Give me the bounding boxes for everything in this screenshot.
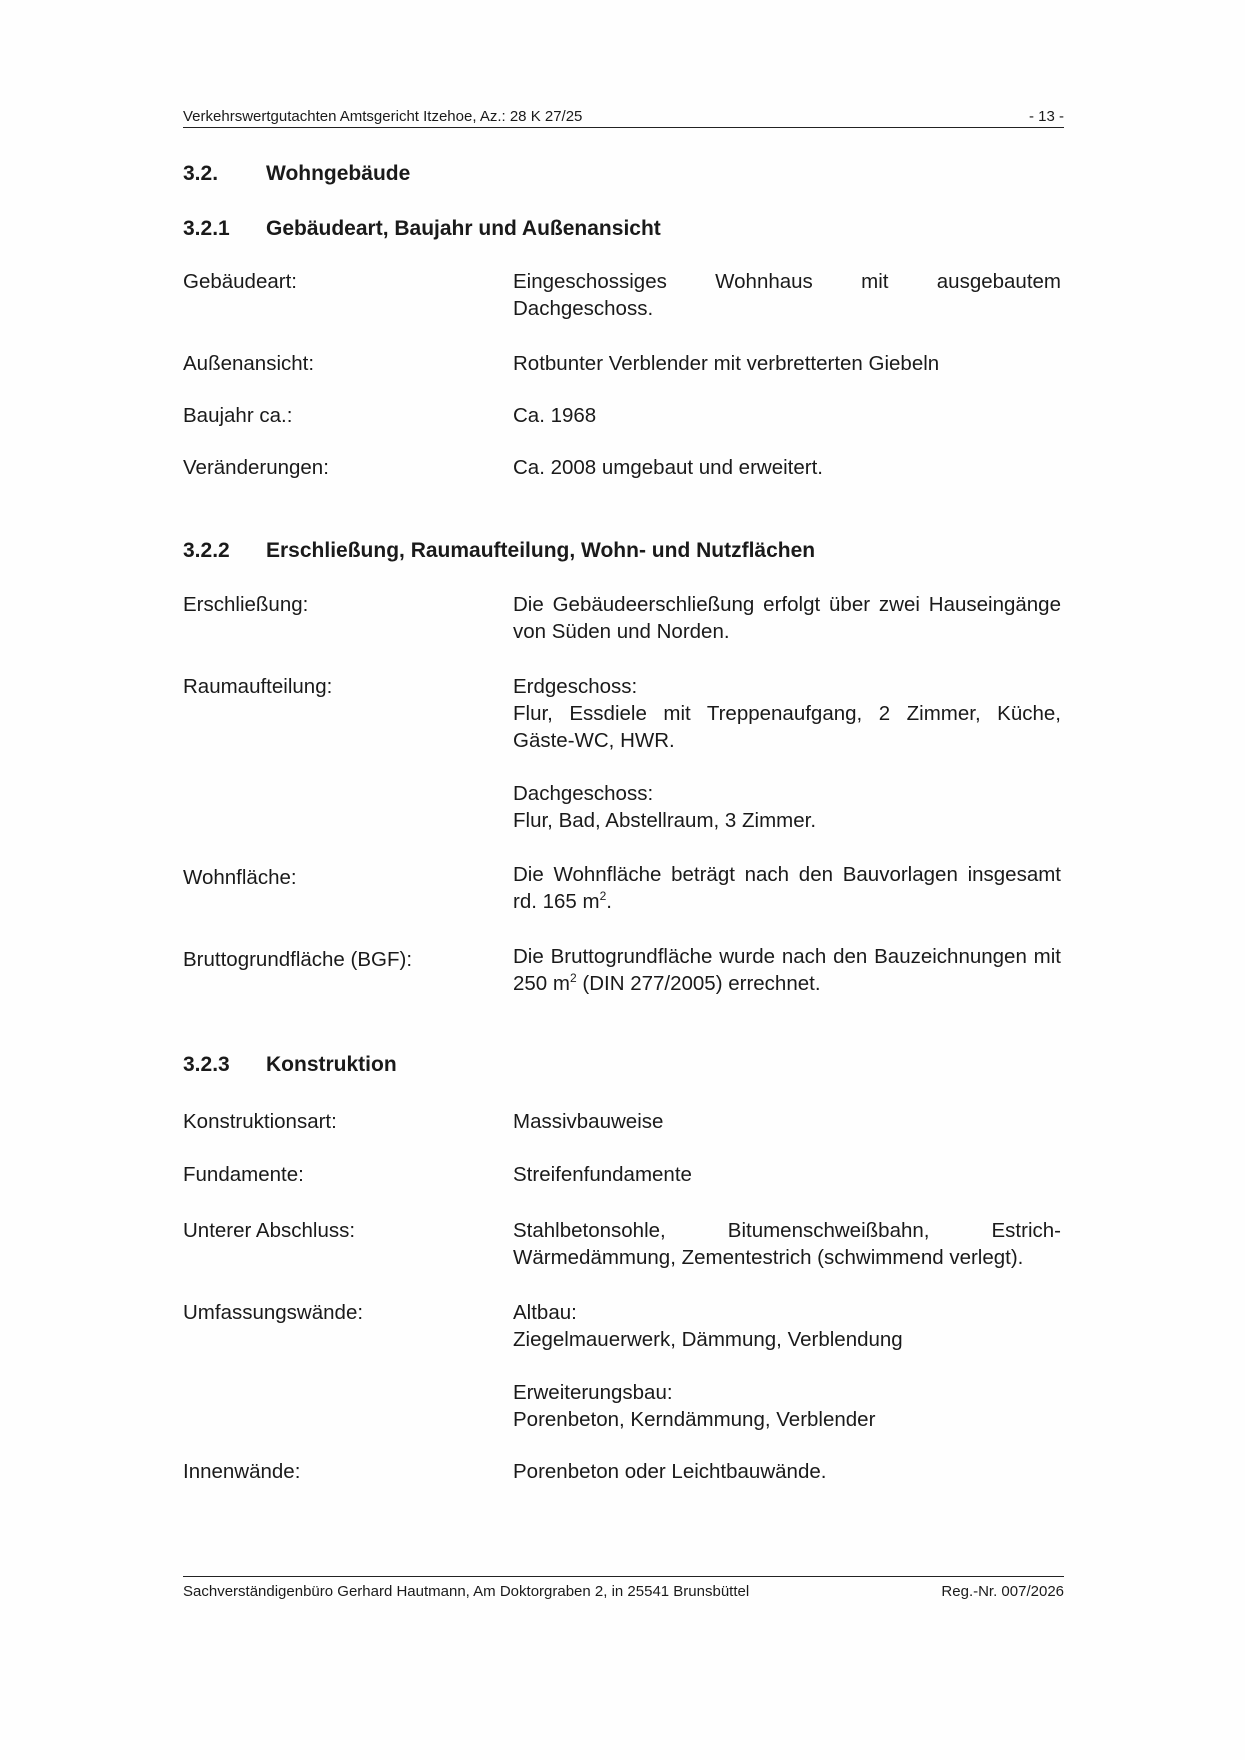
superscript: 2 xyxy=(569,971,577,986)
value-aussenansicht: Rotbunter Verblender mit verbretterten Giebeln xyxy=(513,352,940,375)
value-wohnflaeche xyxy=(513,861,1061,915)
page-footer xyxy=(183,1576,1064,1599)
page-number: - 13 - xyxy=(1028,108,1064,125)
subheading-erweiterungsbau: Erweiterungsbau: xyxy=(513,1381,673,1404)
rooms-dachgeschoss: Flur, Bad, Abstellraum, 3 Zimmer. xyxy=(513,809,817,832)
value-text: Die Bruttogrundfläche wurde nach den Bauzeichnungen mit 250 m xyxy=(513,945,1061,995)
section-title: Erschließung, Raumaufteilung, Wohn- und Nutzflächen xyxy=(266,539,816,562)
section-title: Gebäudeart, Baujahr und Außenansicht xyxy=(266,217,661,240)
value-bgf xyxy=(513,943,1061,997)
value-erweiterungsbau xyxy=(513,1379,1061,1433)
label-umfassungswaende: Umfassungswände: xyxy=(183,1301,364,1324)
label-bgf: Bruttogrundfläche (BGF): xyxy=(183,948,413,971)
value-dachgeschoss xyxy=(513,780,1061,834)
materials-erweiterungsbau: Porenbeton, Kerndämmung, Verblender xyxy=(513,1408,876,1431)
value-veraenderungen: Ca. 2008 umgebaut und erweitert. xyxy=(513,456,823,479)
section-number: 3.2.3 xyxy=(183,1053,230,1076)
label-raumaufteilung: Raumaufteilung: xyxy=(183,675,333,698)
subheading-altbau: Altbau: xyxy=(513,1301,577,1324)
value-text: Die Wohnfläche beträgt nach den Bauvorlagen insgesamt rd. 165 m xyxy=(513,863,1061,913)
section-title: Konstruktion xyxy=(266,1053,397,1076)
label-unterer-abschluss: Unterer Abschluss: xyxy=(183,1219,356,1242)
footer-reg-number: Reg.-Nr. 007/2026 xyxy=(941,1583,1064,1600)
value-baujahr: Ca. 1968 xyxy=(513,404,597,427)
value-line: Eingeschossiges Wohnhaus mit ausgebautem xyxy=(513,270,1061,293)
value-innenwaende: Porenbeton oder Leichtbauwände. xyxy=(513,1460,827,1483)
subheading-erdgeschoss: Erdgeschoss: xyxy=(513,675,638,698)
header-text: Verkehrswertgutachten Amtsgericht Itzehoe, Az.: 28 K 27/25 xyxy=(183,108,583,125)
section-number: 3.2. xyxy=(183,162,219,185)
value-erdgeschoss xyxy=(513,673,1061,754)
value-text: . xyxy=(606,890,612,913)
label-fundamente: Fundamente: xyxy=(183,1163,304,1186)
footer-address: Sachverständigenbüro Gerhard Hautmann, Am Doktorgraben 2, in 25541 Brunsbüttel xyxy=(183,1583,750,1600)
value-line: Stahlbetonsohle, Bitumenschweißbahn, Estrich- xyxy=(513,1219,1061,1242)
value-erschliessung: Die Gebäudeerschließung erfolgt über zwei Hauseingänge von Süden und Norden. xyxy=(513,593,1061,643)
label-innenwaende: Innenwände: xyxy=(183,1460,301,1483)
label-veraenderungen: Veränderungen: xyxy=(183,456,329,479)
value-gebaeudeart xyxy=(513,268,1061,322)
value-line: Wärmedämmung, Zementestrich (schwimmend verlegt). xyxy=(513,1246,1024,1269)
label-gebaeudeart: Gebäudeart: xyxy=(183,270,297,293)
value-fundamente: Streifenfundamente xyxy=(513,1163,692,1186)
value-line: Dachgeschoss. xyxy=(513,297,654,320)
value-text: (DIN 277/2005) errechnet. xyxy=(576,972,821,995)
value-konstruktionsart: Massivbauweise xyxy=(513,1110,664,1133)
page-header xyxy=(183,105,1064,128)
rooms-erdgeschoss: Flur, Essdiele mit Treppenaufgang, 2 Zimmer, Küche, Gäste-WC, HWR. xyxy=(513,702,1061,752)
section-number: 3.2.1 xyxy=(183,217,230,240)
value-altbau xyxy=(513,1299,1061,1353)
label-aussenansicht: Außenansicht: xyxy=(183,352,315,375)
materials-altbau: Ziegelmauerwerk, Dämmung, Verblendung xyxy=(513,1328,903,1351)
label-erschliessung: Erschließung: xyxy=(183,593,309,616)
superscript: 2 xyxy=(599,889,607,904)
value-unterer-abschluss xyxy=(513,1217,1061,1271)
subheading-dachgeschoss: Dachgeschoss: xyxy=(513,782,654,805)
label-konstruktionsart: Konstruktionsart: xyxy=(183,1110,337,1133)
label-wohnflaeche: Wohnfläche: xyxy=(183,866,297,889)
section-title: Wohngebäude xyxy=(266,162,411,185)
label-baujahr: Baujahr ca.: xyxy=(183,404,293,427)
section-number: 3.2.2 xyxy=(183,539,230,562)
